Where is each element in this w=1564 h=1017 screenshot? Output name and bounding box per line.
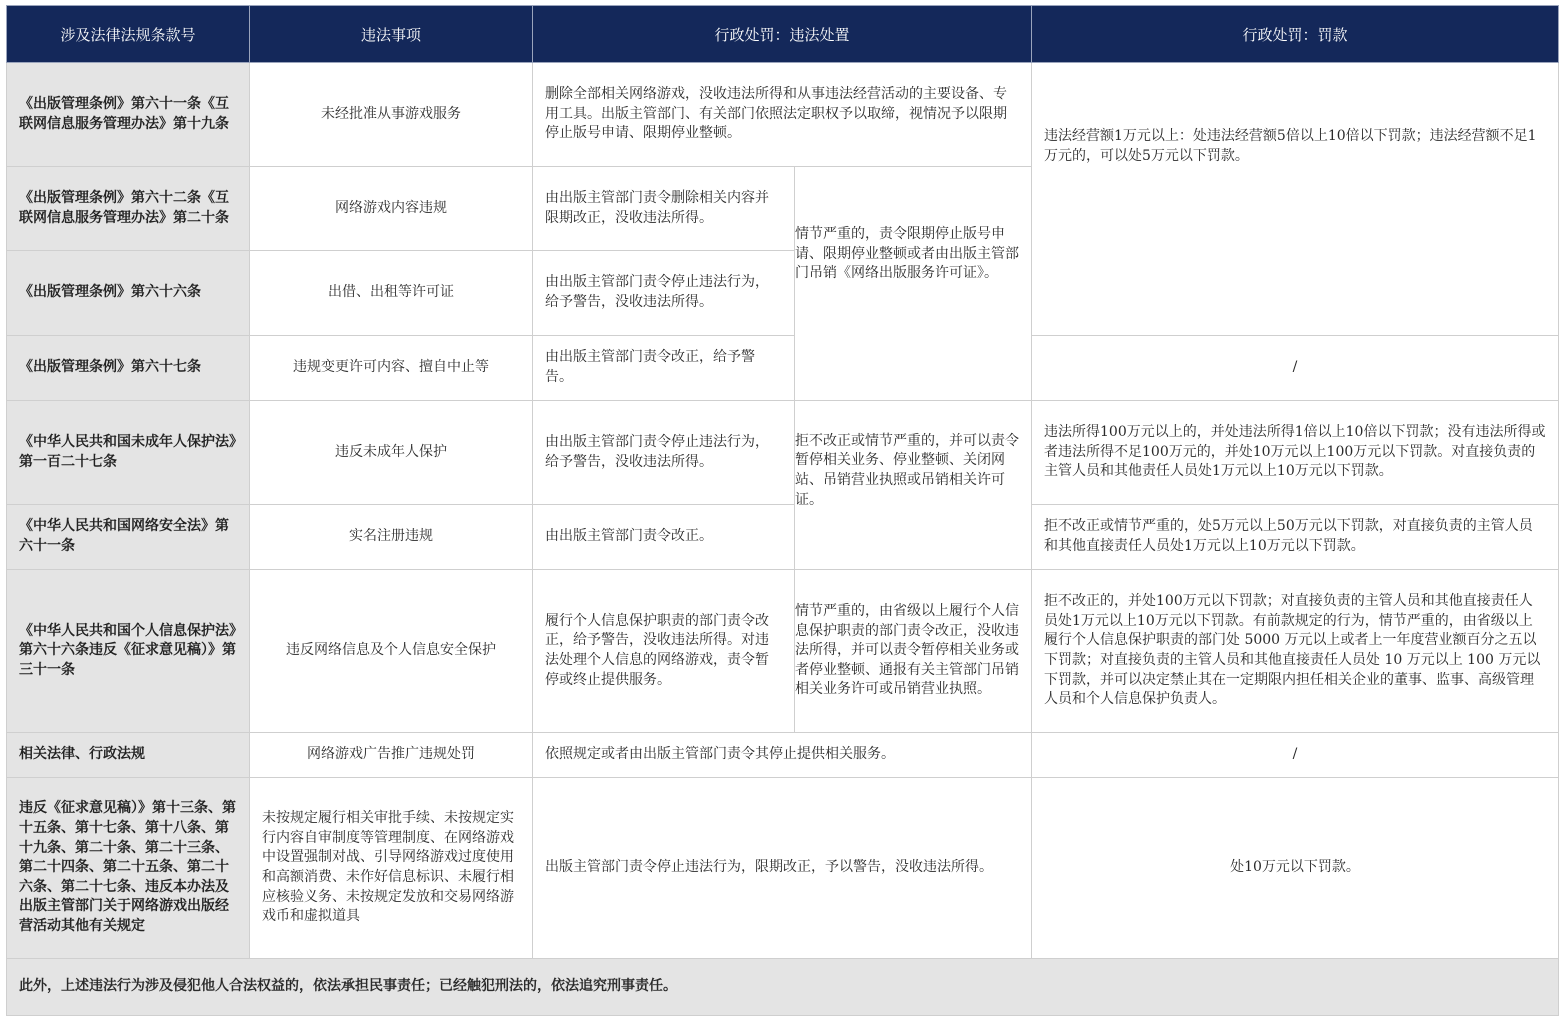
fine-cell: 违法所得100万元以上的，并处违法所得1倍以上10倍以下罚款；没有违法所得或者违法所得不足100万元的，并处10万元以上100万元以下罚款。对直接负责的主管人员和其他责任人员处1万元以上10万元以下罚款。 <box>1032 401 1559 505</box>
fine-cell-merged: 违法经营额1万元以上：处违法经营额5倍以上10倍以下罚款；违法经营额不足1万元的，可以处5万元以下罚款。 <box>1032 63 1559 336</box>
law-cell: 《中华人民共和国个人信息保护法》第六十六条违反《征求意见稿）》第三十一条 <box>7 570 250 733</box>
matter-cell: 出借、出租等许可证 <box>250 251 533 336</box>
table-row <box>7 336 1559 401</box>
footer-note: 此外，上述违法行为涉及侵犯他人合法权益的，依法承担民事责任；已经触犯刑法的，依法追究刑事责任。 <box>7 959 1559 1016</box>
disposal-cell: 依照规定或者由出版主管部门责令其停止提供相关服务。 <box>533 733 1032 778</box>
disposal-cell: 履行个人信息保护职责的部门责令改正，给予警告，没收违法所得。对违法处理个人信息的网络游戏，责令暂停或终止提供服务。 <box>533 570 795 733</box>
table-row <box>7 570 1559 733</box>
header-disposal: 行政处罚：违法处置 <box>533 6 1032 63</box>
matter-cell: 未经批准从事游戏服务 <box>250 63 533 167</box>
law-cell: 《出版管理条例》第六十六条 <box>7 251 250 336</box>
footer-row <box>7 959 1559 1016</box>
matter-cell: 违反网络信息及个人信息安全保护 <box>250 570 533 733</box>
matter-cell: 实名注册违规 <box>250 505 533 570</box>
disposal-cell: 由出版主管部门责令停止违法行为，给予警告，没收违法所得。 <box>533 401 795 505</box>
matter-cell: 网络游戏广告推广违规处罚 <box>250 733 533 778</box>
fine-cell: 处10万元以下罚款。 <box>1032 778 1559 959</box>
penalty-table <box>6 5 1559 1016</box>
header-matter: 违法事项 <box>250 6 533 63</box>
law-cell: 相关法律、行政法规 <box>7 733 250 778</box>
disposal-cell: 由出版主管部门责令改正。 <box>533 505 795 570</box>
header-law: 涉及法律法规条款号 <box>7 6 250 63</box>
matter-cell: 违反未成年人保护 <box>250 401 533 505</box>
fine-cell: / <box>1032 733 1559 778</box>
table-row <box>7 505 1559 570</box>
severe-cell: 情节严重的，由省级以上履行个人信息保护职责的部门责令改正，没收违法所得，并可以责令暂停相关业务或者停业整顿、通报有关主管部门吊销相关业务许可或吊销营业执照。 <box>795 570 1032 733</box>
fine-cell: 拒不改正或情节严重的，处5万元以上50万元以下罚款，对直接负责的主管人员和其他直接责任人员处1万元以上10万元以下罚款。 <box>1032 505 1559 570</box>
table-row <box>7 63 1559 167</box>
disposal-cell: 由出版主管部门责令删除相关内容并限期改正，没收违法所得。 <box>533 167 795 251</box>
matter-cell: 未按规定履行相关审批手续、未按规定实行内容自审制度等管理制度、在网络游戏中设置强制对战、引导网络游戏过度使用和高额消费、未作好信息标识、未履行相应核验义务、未按规定发放和交易网络游戏币和虚拟道具 <box>250 778 533 959</box>
severe-cell-merged: 拒不改正或情节严重的，并可以责令暂停相关业务、停业整顿、关闭网站、吊销营业执照或吊销相关许可证。 <box>795 401 1032 570</box>
law-cell: 《出版管理条例》第六十一条《互联网信息服务管理办法》第十九条 <box>7 63 250 167</box>
table-row <box>7 778 1559 959</box>
fine-cell: 拒不改正的，并处100万元以下罚款；对直接负责的主管人员和其他直接责任人员处1万元以上10万元以下罚款。有前款规定的行为，情节严重的，由省级以上履行个人信息保护职责的部门处 5000 万元以上或者上一年度营业额百分之五以下罚款；对直接负责的主管人员和其他直接责任人员处 10 万元以上 100 万元以下罚款，并可以决定禁止其在一定期限内担任相关企业的董事、监事、高级管理人员和个人信息保护负责人。 <box>1032 570 1559 733</box>
disposal-cell: 由出版主管部门责令停止违法行为，给予警告，没收违法所得。 <box>533 251 795 336</box>
table-row <box>7 401 1559 505</box>
disposal-cell: 删除全部相关网络游戏，没收违法所得和从事违法经营活动的主要设备、专用工具。出版主管部门、有关部门依照法定职权予以取缔，视情况予以限期停止版号申请、限期停业整顿。 <box>533 63 1032 167</box>
matter-cell: 违规变更许可内容、擅自中止等 <box>250 336 533 401</box>
header-row <box>7 6 1559 63</box>
matter-cell: 网络游戏内容违规 <box>250 167 533 251</box>
law-cell: 《出版管理条例》第六十二条《互联网信息服务管理办法》第二十条 <box>7 167 250 251</box>
law-cell: 《中华人民共和国网络安全法》第六十一条 <box>7 505 250 570</box>
disposal-cell: 由出版主管部门责令改正，给予警告。 <box>533 336 795 401</box>
fine-cell: / <box>1032 336 1559 401</box>
law-cell: 《中华人民共和国未成年人保护法》第一百二十七条 <box>7 401 250 505</box>
disposal-cell: 出版主管部门责令停止违法行为，限期改正，予以警告，没收违法所得。 <box>533 778 1032 959</box>
table-row <box>7 733 1559 778</box>
header-fine: 行政处罚：罚款 <box>1032 6 1559 63</box>
law-cell: 违反《征求意见稿）》第十三条、第十五条、第十七条、第十八条、第十九条、第二十条、第二十三条、第二十四条、第二十五条、第二十六条、第二十七条、违反本办法及出版主管部门关于网络游戏出版经营活动其他有关规定 <box>7 778 250 959</box>
law-cell: 《出版管理条例》第六十七条 <box>7 336 250 401</box>
severe-cell-merged: 情节严重的，责令限期停止版号申请、限期停业整顿或者由出版主管部门吊销《网络出版服务许可证》。 <box>795 167 1032 401</box>
